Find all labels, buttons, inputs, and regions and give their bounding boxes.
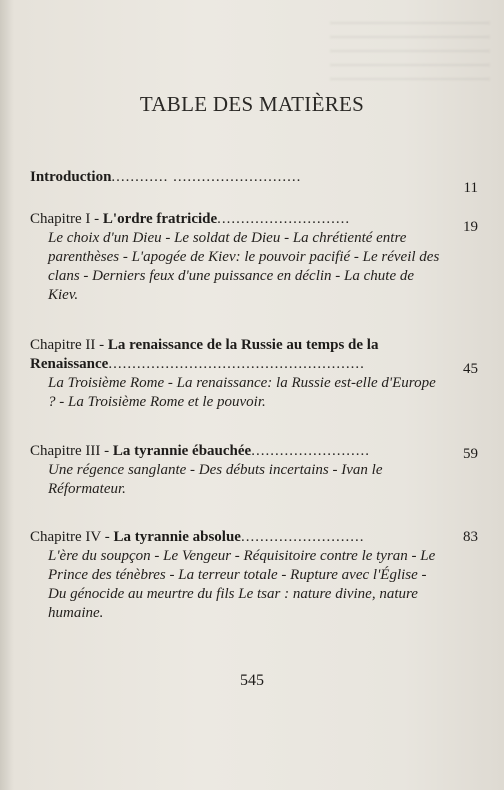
toc-entry-chapter-3 xyxy=(30,442,478,499)
page-title: TABLE DES MATIÈRES xyxy=(139,92,365,116)
bleed-through-text xyxy=(330,22,490,92)
toc-leader-dots: ............ ........................... xyxy=(111,169,302,185)
toc-leader-dots: ............................ xyxy=(217,211,351,227)
toc-page-number: 19 xyxy=(463,219,478,235)
toc-leader-dots: ...................................................... xyxy=(108,356,365,372)
toc-entry-heading xyxy=(30,336,478,377)
toc-chapter-number: Chapitre IV - xyxy=(30,529,114,545)
toc-entry-subtitle: Une régence sanglante - Des débuts incertains - Ivan le Réformateur. xyxy=(48,462,383,497)
toc-entry-title: Introduction xyxy=(30,169,112,185)
toc-chapter-number: Chapitre I - xyxy=(30,211,103,227)
toc-entry-heading xyxy=(30,210,478,235)
toc-entry-title: La tyrannie absolue xyxy=(113,529,241,545)
toc-entry-heading xyxy=(30,442,478,461)
toc-entry-chapter-1 xyxy=(30,210,478,305)
toc-entry-title: La renaissance de la Russie au temps de la Renaissance xyxy=(30,337,379,372)
toc-leader-dots: .......................... xyxy=(240,529,365,545)
toc-page-number: 83 xyxy=(463,529,478,545)
toc-entry-chapter-4 xyxy=(30,528,478,623)
toc-entry-subtitle: La Troisième Rome - La renaissance: la Russie est-elle d'Europe ? - La Troisième Rome et le pouvoir. xyxy=(48,375,436,410)
toc-entry-subtitle: Le choix d'un Dieu - Le soldat de Dieu - La chrétienté entre parenthèses - L'apogée de Kiev: le pouvoir pacifié - Le réveil des clans - Derniers feux d'une puissance en déclin - La chute de Kiev. xyxy=(48,230,440,303)
toc-page-number: 59 xyxy=(463,446,478,462)
toc-page-number: 45 xyxy=(463,361,478,377)
toc-entry-title: L'ordre fratricide xyxy=(102,211,218,227)
toc-chapter-number: Chapitre III - xyxy=(30,443,113,459)
page-number: 545 xyxy=(240,672,264,689)
toc-chapter-number: Chapitre II - xyxy=(30,337,108,353)
toc-entry-subtitle: L'ère du soupçon - Le Vengeur - Réquisitoire contre le tyran - Le Prince des ténèbres - La terreur totale - Rupture avec l'Église - Du génocide au meurtre du fils Le tsar : nature divine, nature humaine. xyxy=(48,548,436,621)
toc-leader-dots: ......................... xyxy=(251,443,370,459)
toc-entry-heading xyxy=(30,168,478,196)
toc-entry-title: La tyrannie ébauchée xyxy=(112,443,252,459)
toc-entry-chapter-2 xyxy=(30,336,478,412)
toc-page-number: 11 xyxy=(463,180,478,196)
toc-entry-heading xyxy=(30,528,478,547)
toc-entry-introduction xyxy=(30,168,478,196)
